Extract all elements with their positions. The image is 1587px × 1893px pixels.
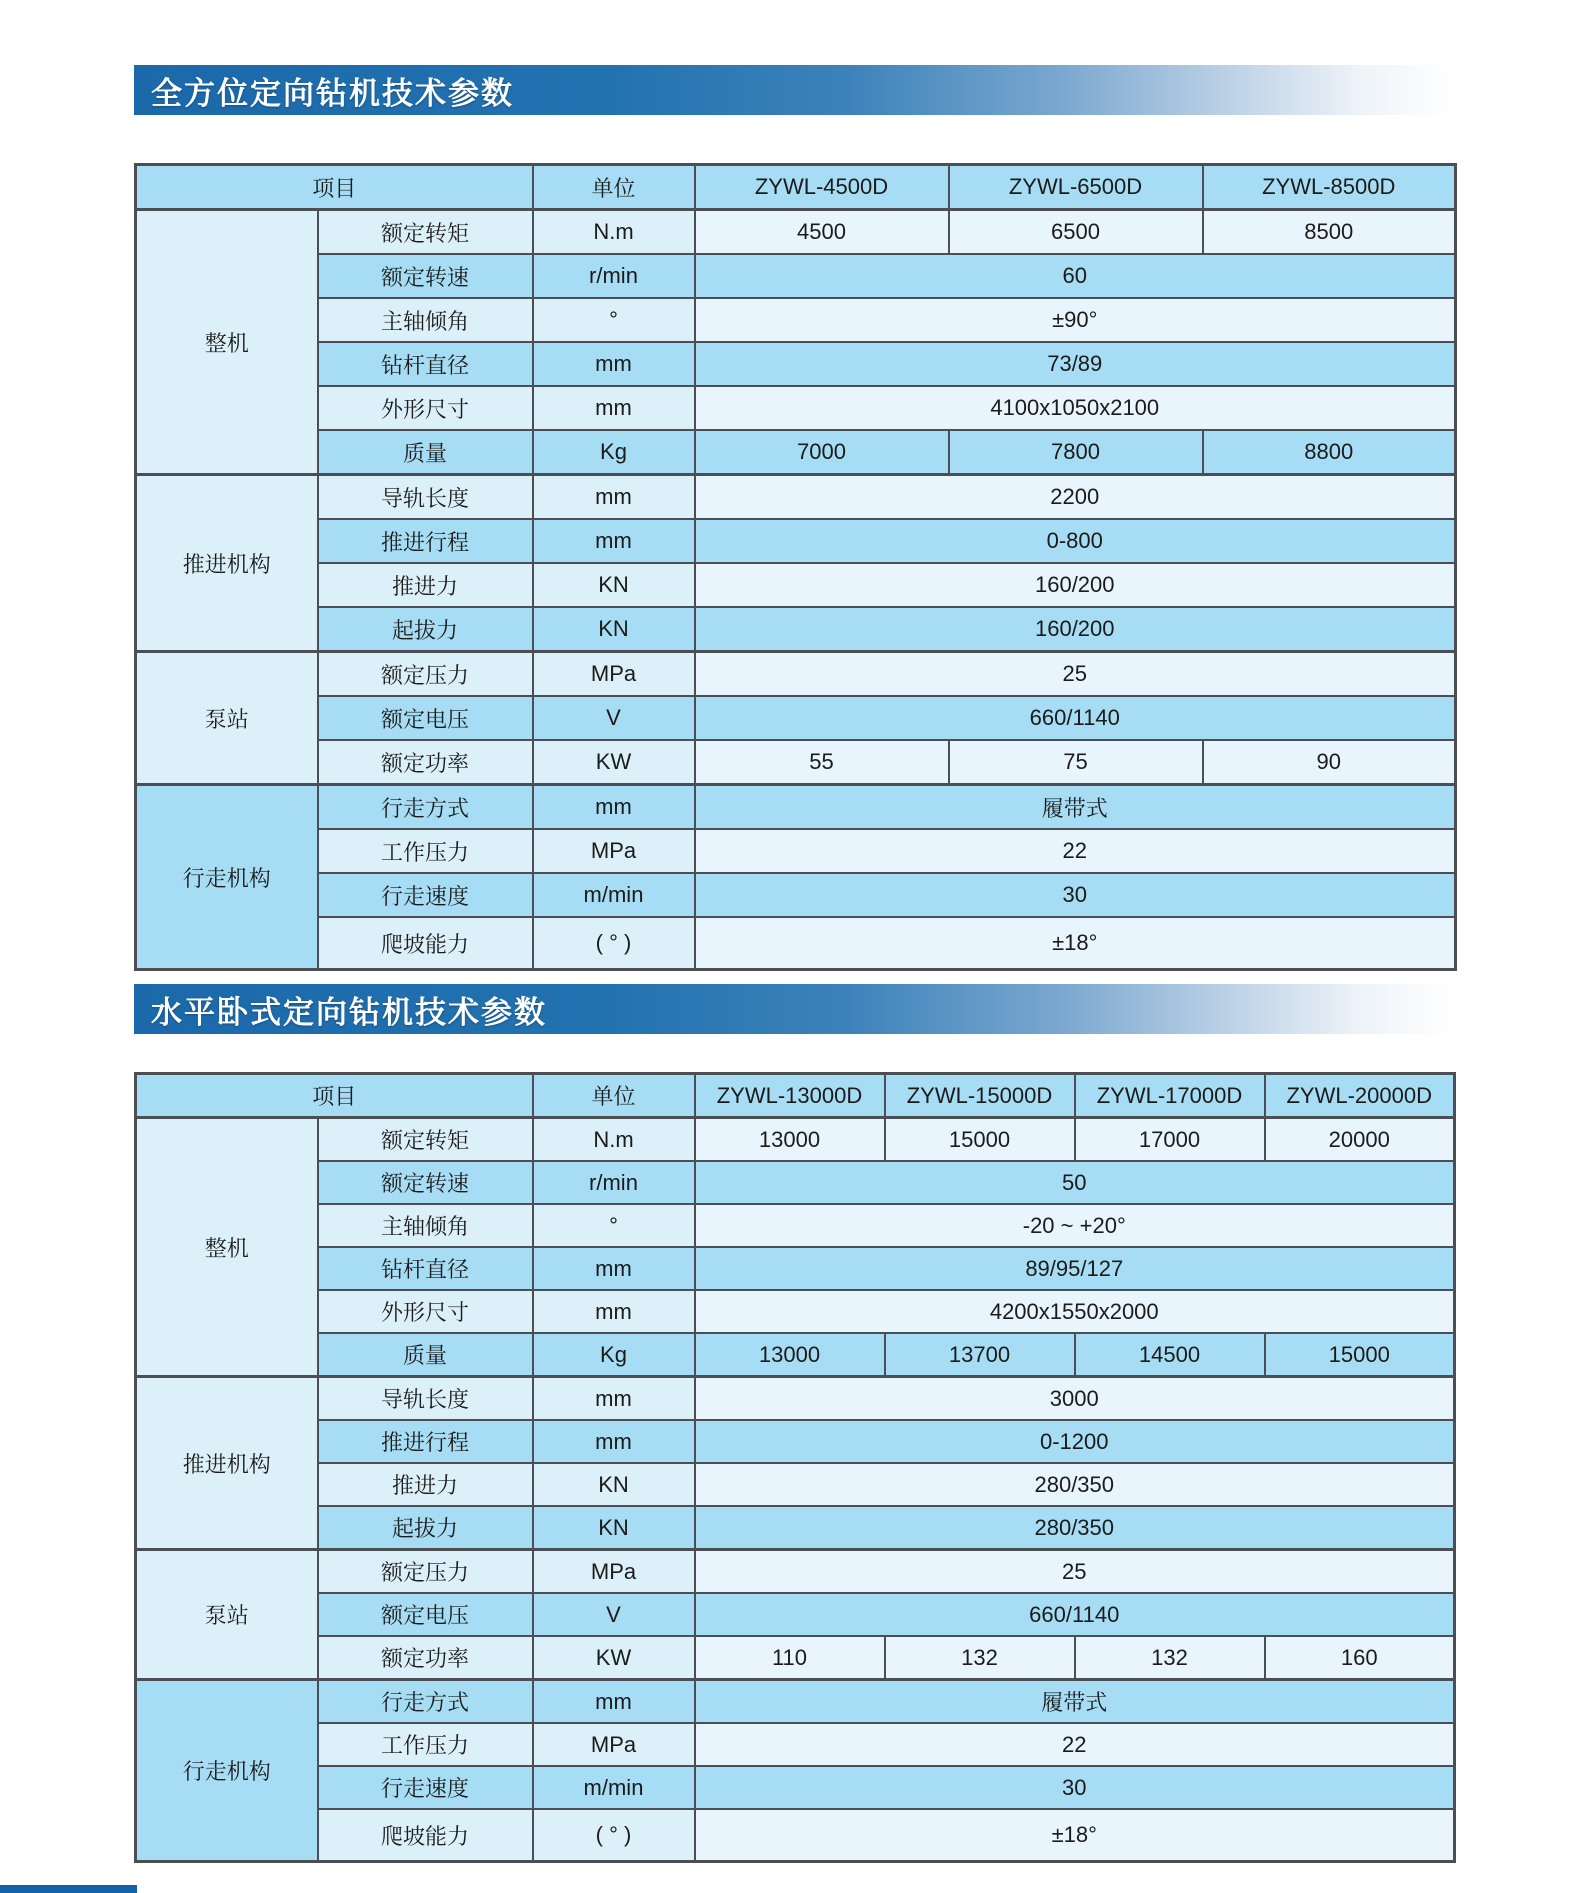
group-cell: 泵站 bbox=[136, 1550, 318, 1680]
param-unit: KW bbox=[533, 740, 695, 785]
param-value: 132 bbox=[1075, 1636, 1265, 1680]
table-row bbox=[136, 254, 1456, 298]
table-row bbox=[136, 1593, 1455, 1636]
param-unit: Kg bbox=[533, 1333, 695, 1377]
header-model: ZYWL-13000D bbox=[695, 1074, 885, 1118]
header-model: ZYWL-4500D bbox=[695, 165, 949, 210]
param-unit: mm bbox=[533, 1680, 695, 1724]
param-value: 6500 bbox=[949, 210, 1203, 255]
table-row bbox=[136, 917, 1456, 970]
param-unit: KN bbox=[533, 563, 695, 607]
param-label: 行走速度 bbox=[318, 873, 533, 917]
param-label: 行走速度 bbox=[318, 1766, 533, 1809]
table-row bbox=[136, 298, 1456, 342]
param-value: 14500 bbox=[1075, 1333, 1265, 1377]
param-unit: mm bbox=[533, 519, 695, 563]
table-row bbox=[136, 873, 1456, 917]
param-unit: KN bbox=[533, 1463, 695, 1506]
table-row bbox=[136, 696, 1456, 740]
table-row bbox=[136, 1290, 1455, 1333]
group-cell: 推进机构 bbox=[136, 1377, 318, 1550]
param-unit: MPa bbox=[533, 829, 695, 873]
param-unit: ° bbox=[533, 1204, 695, 1247]
param-value: 55 bbox=[695, 740, 949, 785]
table-row bbox=[136, 1204, 1455, 1247]
param-value: 13700 bbox=[885, 1333, 1075, 1377]
param-unit: r/min bbox=[533, 254, 695, 298]
param-value: 13000 bbox=[695, 1333, 885, 1377]
param-unit: KN bbox=[533, 1506, 695, 1550]
param-unit: mm bbox=[533, 1377, 695, 1421]
param-value: 4500 bbox=[695, 210, 949, 255]
footer-accent-bar bbox=[0, 1885, 137, 1893]
table-row bbox=[136, 1506, 1455, 1550]
param-value: 660/1140 bbox=[695, 1593, 1455, 1636]
param-label: 主轴倾角 bbox=[318, 298, 533, 342]
table-row bbox=[136, 607, 1456, 652]
param-value: 0-800 bbox=[695, 519, 1456, 563]
param-label: 额定转速 bbox=[318, 254, 533, 298]
param-unit: mm bbox=[533, 1290, 695, 1333]
section-title-horizontal-rig bbox=[134, 984, 1456, 1034]
param-label: 工作压力 bbox=[318, 1723, 533, 1766]
param-value: 25 bbox=[695, 1550, 1455, 1594]
param-unit: N.m bbox=[533, 1118, 695, 1162]
param-unit: V bbox=[533, 1593, 695, 1636]
param-value: 660/1140 bbox=[695, 696, 1456, 740]
param-label: 起拔力 bbox=[318, 607, 533, 652]
group-cell: 行走机构 bbox=[136, 785, 318, 970]
param-unit: KN bbox=[533, 607, 695, 652]
param-value: 4100x1050x2100 bbox=[695, 386, 1456, 430]
param-value: 22 bbox=[695, 829, 1456, 873]
param-value: 0-1200 bbox=[695, 1420, 1455, 1463]
param-value: 30 bbox=[695, 873, 1456, 917]
param-label: 爬坡能力 bbox=[318, 1809, 533, 1862]
table-row bbox=[136, 1723, 1455, 1766]
param-label: 工作压力 bbox=[318, 829, 533, 873]
section-title-text: 水平卧式定向钻机技术参数 bbox=[151, 994, 547, 1030]
param-unit: MPa bbox=[533, 1550, 695, 1594]
param-unit: mm bbox=[533, 1420, 695, 1463]
header-model: ZYWL-8500D bbox=[1203, 165, 1456, 210]
param-value: 30 bbox=[695, 1766, 1455, 1809]
param-value: 25 bbox=[695, 652, 1456, 697]
param-value: 8800 bbox=[1203, 430, 1456, 475]
param-value: 履带式 bbox=[695, 1680, 1455, 1724]
param-unit: KW bbox=[533, 1636, 695, 1680]
param-label: 推进力 bbox=[318, 1463, 533, 1506]
param-label: 额定压力 bbox=[318, 652, 533, 697]
param-label: 钻杆直径 bbox=[318, 342, 533, 386]
group-cell: 泵站 bbox=[136, 652, 318, 785]
param-label: 推进行程 bbox=[318, 1420, 533, 1463]
table-row bbox=[136, 563, 1456, 607]
param-value: 2200 bbox=[695, 475, 1456, 520]
table-row bbox=[136, 1333, 1455, 1377]
param-unit: m/min bbox=[533, 1766, 695, 1809]
param-value: 75 bbox=[949, 740, 1203, 785]
table-row bbox=[136, 475, 1456, 520]
header-item: 项目 bbox=[136, 1074, 533, 1118]
param-label: 行走方式 bbox=[318, 1680, 533, 1724]
param-unit: m/min bbox=[533, 873, 695, 917]
param-value: 280/350 bbox=[695, 1463, 1455, 1506]
table-row bbox=[136, 740, 1456, 785]
param-label: 额定转矩 bbox=[318, 210, 533, 255]
group-cell: 整机 bbox=[136, 210, 318, 475]
table-row bbox=[136, 1377, 1455, 1421]
param-unit: V bbox=[533, 696, 695, 740]
param-value: 4200x1550x2000 bbox=[695, 1290, 1455, 1333]
group-cell: 整机 bbox=[136, 1118, 318, 1377]
param-label: 额定压力 bbox=[318, 1550, 533, 1594]
param-value: 3000 bbox=[695, 1377, 1455, 1421]
param-label: 主轴倾角 bbox=[318, 1204, 533, 1247]
table-row bbox=[136, 1118, 1455, 1162]
group-cell: 推进机构 bbox=[136, 475, 318, 652]
section-title-text: 全方位定向钻机技术参数 bbox=[151, 75, 514, 111]
param-value: 89/95/127 bbox=[695, 1247, 1455, 1290]
table-header-row bbox=[136, 165, 1456, 210]
param-value: ±18° bbox=[695, 1809, 1455, 1862]
param-value: 22 bbox=[695, 1723, 1455, 1766]
header-model: ZYWL-17000D bbox=[1075, 1074, 1265, 1118]
param-value: 15000 bbox=[885, 1118, 1075, 1162]
table-header-row bbox=[136, 1074, 1455, 1118]
param-unit: ( ° ) bbox=[533, 917, 695, 970]
param-label: 额定转速 bbox=[318, 1161, 533, 1204]
param-value: 8500 bbox=[1203, 210, 1456, 255]
table-row bbox=[136, 519, 1456, 563]
param-value: 60 bbox=[695, 254, 1456, 298]
table-row bbox=[136, 1420, 1455, 1463]
param-label: 额定功率 bbox=[318, 740, 533, 785]
table-row bbox=[136, 1680, 1455, 1724]
param-label: 钻杆直径 bbox=[318, 1247, 533, 1290]
param-value: 280/350 bbox=[695, 1506, 1455, 1550]
param-value: 73/89 bbox=[695, 342, 1456, 386]
param-value: 7000 bbox=[695, 430, 949, 475]
header-model: ZYWL-15000D bbox=[885, 1074, 1075, 1118]
param-value: 110 bbox=[695, 1636, 885, 1680]
param-label: 外形尺寸 bbox=[318, 386, 533, 430]
param-value: 90 bbox=[1203, 740, 1456, 785]
header-item: 项目 bbox=[136, 165, 533, 210]
param-label: 额定电压 bbox=[318, 696, 533, 740]
param-value: ±18° bbox=[695, 917, 1456, 970]
param-unit: r/min bbox=[533, 1161, 695, 1204]
param-label: 额定转矩 bbox=[318, 1118, 533, 1162]
group-cell: 行走机构 bbox=[136, 1680, 318, 1862]
param-unit: Kg bbox=[533, 430, 695, 475]
param-label: 爬坡能力 bbox=[318, 917, 533, 970]
param-value: 13000 bbox=[695, 1118, 885, 1162]
spec-table-horizontal-rig bbox=[134, 1072, 1456, 1863]
param-unit: MPa bbox=[533, 1723, 695, 1766]
table-row bbox=[136, 430, 1456, 475]
param-value: 20000 bbox=[1265, 1118, 1455, 1162]
param-value: ±90° bbox=[695, 298, 1456, 342]
param-label: 额定功率 bbox=[318, 1636, 533, 1680]
param-label: 行走方式 bbox=[318, 785, 533, 830]
param-value: 7800 bbox=[949, 430, 1203, 475]
param-value: -20 ~ +20° bbox=[695, 1204, 1455, 1247]
table-row bbox=[136, 1463, 1455, 1506]
param-unit: ° bbox=[533, 298, 695, 342]
param-unit: N.m bbox=[533, 210, 695, 255]
param-label: 质量 bbox=[318, 430, 533, 475]
header-model: ZYWL-6500D bbox=[949, 165, 1203, 210]
table-row bbox=[136, 386, 1456, 430]
param-unit: MPa bbox=[533, 652, 695, 697]
table-row bbox=[136, 1809, 1455, 1862]
param-label: 起拔力 bbox=[318, 1506, 533, 1550]
spec-table-omnidirectional-rig bbox=[134, 163, 1457, 971]
table-row bbox=[136, 342, 1456, 386]
table-row bbox=[136, 1161, 1455, 1204]
param-label: 导轨长度 bbox=[318, 475, 533, 520]
param-value: 17000 bbox=[1075, 1118, 1265, 1162]
param-label: 推进力 bbox=[318, 563, 533, 607]
header-unit: 单位 bbox=[533, 165, 695, 210]
param-label: 质量 bbox=[318, 1333, 533, 1377]
table-row bbox=[136, 1550, 1455, 1594]
header-model: ZYWL-20000D bbox=[1265, 1074, 1455, 1118]
table-row bbox=[136, 1636, 1455, 1680]
param-value: 15000 bbox=[1265, 1333, 1455, 1377]
param-label: 导轨长度 bbox=[318, 1377, 533, 1421]
param-label: 额定电压 bbox=[318, 1593, 533, 1636]
table-row bbox=[136, 652, 1456, 697]
param-unit: mm bbox=[533, 1247, 695, 1290]
param-unit: mm bbox=[533, 785, 695, 830]
param-value: 160 bbox=[1265, 1636, 1455, 1680]
param-value: 160/200 bbox=[695, 607, 1456, 652]
param-value: 履带式 bbox=[695, 785, 1456, 830]
section-title-omnidirectional-rig bbox=[134, 65, 1456, 115]
table-row bbox=[136, 1247, 1455, 1290]
param-value: 132 bbox=[885, 1636, 1075, 1680]
param-unit: ( ° ) bbox=[533, 1809, 695, 1862]
param-label: 外形尺寸 bbox=[318, 1290, 533, 1333]
table-row bbox=[136, 210, 1456, 255]
table-row bbox=[136, 1766, 1455, 1809]
param-unit: mm bbox=[533, 475, 695, 520]
param-unit: mm bbox=[533, 386, 695, 430]
table-row bbox=[136, 785, 1456, 830]
table-row bbox=[136, 829, 1456, 873]
param-label: 推进行程 bbox=[318, 519, 533, 563]
header-unit: 单位 bbox=[533, 1074, 695, 1118]
param-value: 50 bbox=[695, 1161, 1455, 1204]
param-value: 160/200 bbox=[695, 563, 1456, 607]
param-unit: mm bbox=[533, 342, 695, 386]
